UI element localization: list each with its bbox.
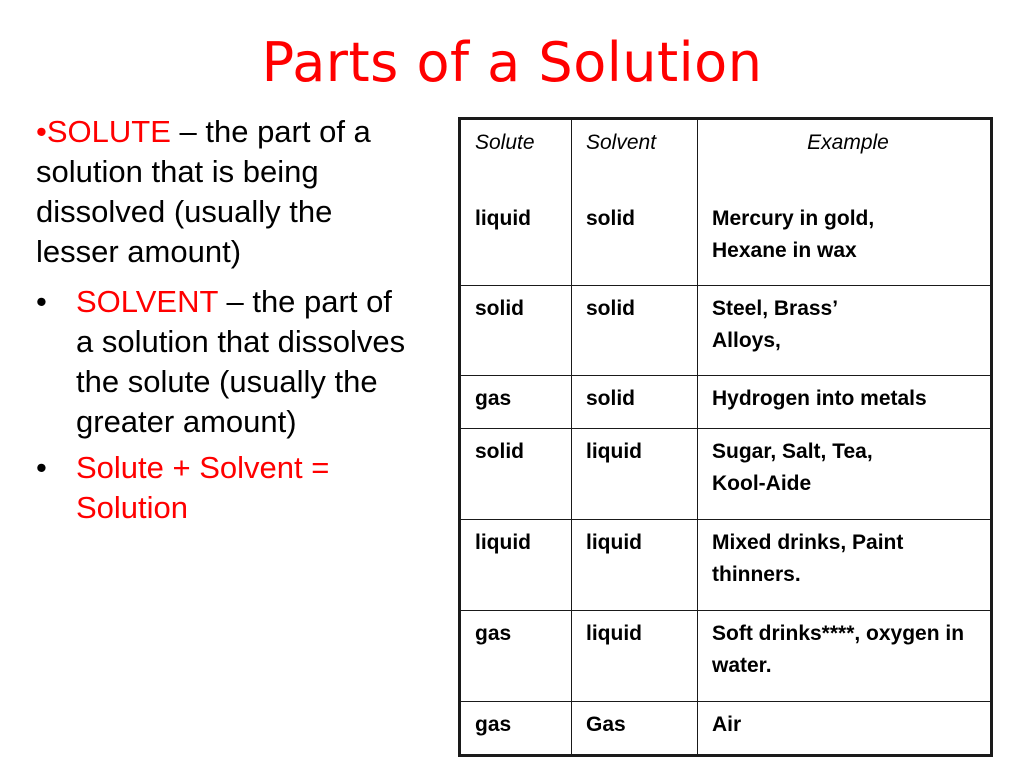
cell-example	[698, 520, 992, 611]
cell-solvent: liquid	[572, 429, 698, 520]
cell-example	[698, 702, 992, 756]
bullet-solvent	[36, 282, 416, 442]
example-line: Air	[712, 713, 742, 737]
cell-solute: solid	[460, 429, 572, 520]
example-line: Soft drinks****, oxygen in water.	[712, 622, 965, 678]
definition-solute: – the part of a solution that is being dissolved (usually the lesser amount)	[36, 114, 371, 269]
cell-solvent: Gas	[572, 702, 698, 756]
example-line: Steel, Brass’	[712, 296, 839, 320]
header-solute: Solute	[460, 119, 572, 204]
cell-example	[698, 203, 992, 285]
cell-solvent: solid	[572, 203, 698, 285]
cell-example	[698, 611, 992, 702]
cell-solvent: solid	[572, 376, 698, 429]
example-line: Hexane in wax	[712, 239, 857, 262]
cell-solute: gas	[460, 611, 572, 702]
cell-example	[698, 429, 992, 520]
cell-example	[698, 376, 992, 429]
table-row	[460, 285, 992, 376]
bullet-solute	[36, 112, 416, 272]
bullet-list	[36, 112, 416, 528]
header-solvent: Solvent	[572, 119, 698, 204]
example-line: Kool-Aide	[712, 472, 812, 496]
table-header-row	[460, 119, 992, 204]
bullet-marker: •	[36, 114, 47, 149]
cell-solute: solid	[460, 285, 572, 376]
bullet-marker: •	[36, 284, 47, 319]
cell-solvent: liquid	[572, 520, 698, 611]
example-line: Mercury in gold,	[712, 207, 875, 230]
table-row	[460, 520, 992, 611]
definition-solvent: – the part of a solution that dissolves the solute (usually the greater amount)	[76, 284, 406, 439]
term-solute: SOLUTE	[46, 114, 171, 149]
header-example: Example	[698, 119, 992, 204]
cell-example	[698, 285, 992, 376]
table-row	[460, 376, 992, 429]
slide-title: Parts of a Solution	[261, 31, 763, 94]
cell-solvent: liquid	[572, 611, 698, 702]
bullet-equation	[36, 448, 416, 528]
example-line: Sugar, Salt, Tea,	[712, 440, 873, 464]
example-line: Mixed drinks, Paint thinners.	[712, 531, 904, 587]
cell-solute: liquid	[460, 203, 572, 285]
bullet-marker: •	[36, 450, 47, 485]
example-line: Hydrogen into metals	[712, 387, 927, 411]
solution-types-table	[458, 117, 993, 757]
table-row	[460, 702, 992, 756]
cell-solute: liquid	[460, 520, 572, 611]
cell-solute: gas	[460, 702, 572, 756]
cell-solvent: solid	[572, 285, 698, 376]
example-line: Alloys,	[712, 328, 781, 352]
table-row	[460, 203, 992, 285]
equation-text: Solute + Solvent = Solution	[76, 450, 330, 525]
table-row	[460, 429, 992, 520]
table-row	[460, 611, 992, 702]
term-solvent: SOLVENT	[76, 284, 218, 319]
cell-solute: gas	[460, 376, 572, 429]
table-body	[460, 203, 992, 756]
